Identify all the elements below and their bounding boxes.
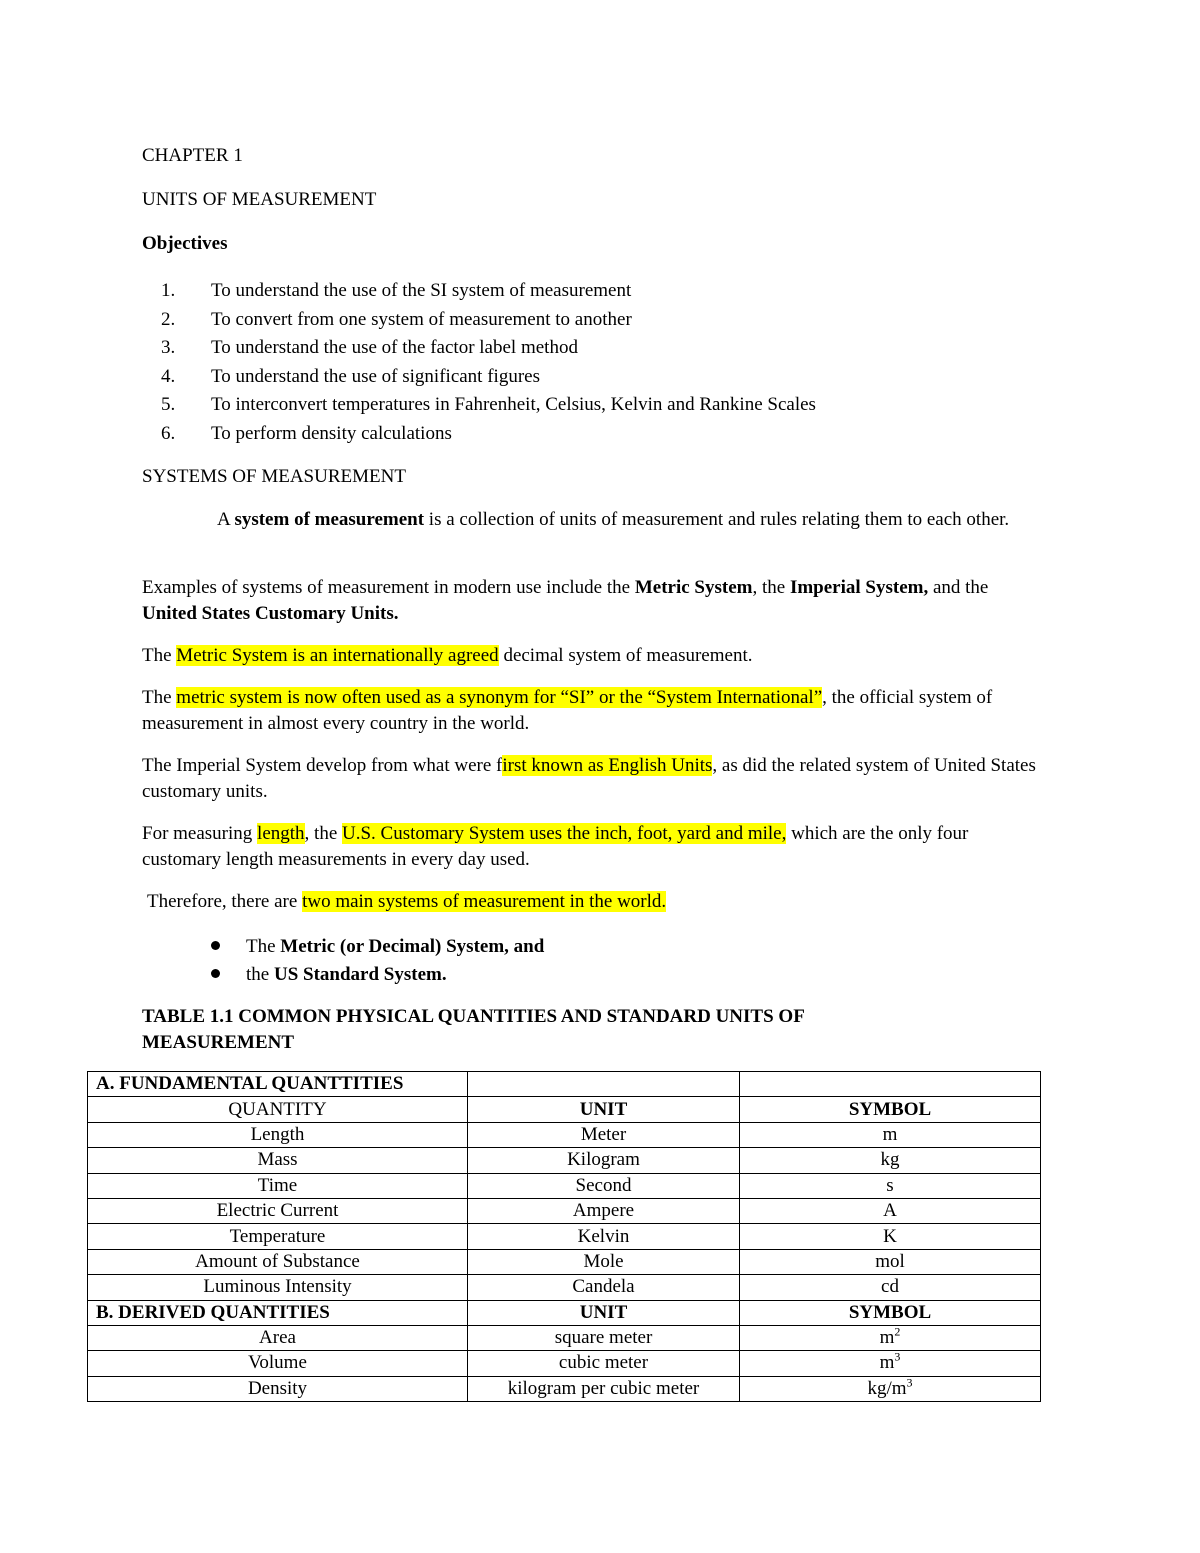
table-header-row xyxy=(88,1097,1041,1122)
units-table xyxy=(87,1071,1041,1402)
section-a-label: A. FUNDAMENTAL QUANTTITIES xyxy=(88,1072,468,1097)
table-row: Density kilogram per cubic meter $kg/m^3$ xyxy=(88,1376,1041,1401)
table-caption: TABLE 1.1 COMMON PHYSICAL QUANTITIES AND STANDARD UNITS OF MEASUREMENT xyxy=(142,1006,805,1053)
chapter-title: UNITS OF MEASUREMENT xyxy=(142,189,377,210)
paragraph-length: For measuring length, the U.S. Customary System uses the inch, foot, yard and mile, which are the only four customary length measurements in every day used. xyxy=(142,823,969,870)
systems-heading: SYSTEMS OF MEASUREMENT xyxy=(142,466,406,487)
column-header: UNIT xyxy=(468,1300,740,1325)
chapter-label: CHAPTER 1 xyxy=(142,145,243,166)
table-row: Temperature Kelvin K xyxy=(88,1224,1041,1249)
list-item: 3. To understand the use of the factor label method xyxy=(161,337,578,359)
list-item: 4. To understand the use of significant figures xyxy=(161,365,540,387)
bullet-icon xyxy=(211,969,220,978)
list-item: 6. To perform density calculations xyxy=(161,422,452,444)
objectives-heading: Objectives xyxy=(142,233,228,254)
list-item: The Metric (or Decimal) System, and xyxy=(211,933,544,961)
paragraph-two-systems: Therefore, there are two main systems of measurement in the world. xyxy=(147,891,667,912)
table-row: Length Meter m xyxy=(88,1122,1041,1147)
table-section-row xyxy=(88,1300,1041,1325)
paragraph-si: The metric system is now often used as a synonym for “SI” or the “System International”, the official system of measurement in almost every country in the world. xyxy=(142,687,993,734)
paragraph-imperial: The Imperial System develop from what were first known as English Units, as did the related system of United States customary units. xyxy=(142,755,1036,802)
list-item: 1. To understand the use of the SI system of measurement xyxy=(161,280,632,301)
table-row: Volume cubic meter $m^3$ xyxy=(88,1351,1041,1376)
paragraph-examples: Examples of systems of measurement in modern use include the Metric System, the Imperial System, and the United States Customary Units. xyxy=(142,577,989,624)
objectives-list xyxy=(142,277,816,449)
paragraph-definition: A system of measurement is a collection of units of measurement and rules relating them to each other. xyxy=(217,509,1010,530)
list-item: 5. To interconvert temperatures in Fahrenheit, Celsius, Kelvin and Rankine Scales xyxy=(161,394,816,416)
paragraph-metric: The Metric System is an internationally agreed decimal system of measurement. xyxy=(142,645,753,666)
column-header: UNIT xyxy=(468,1097,740,1122)
column-header: QUANTITY xyxy=(88,1097,468,1122)
list-item: the US Standard System. xyxy=(211,961,544,989)
table-row: Luminous Intensity Candela cd xyxy=(88,1275,1041,1300)
systems-bullet-list xyxy=(211,933,544,989)
table-section-row xyxy=(88,1072,1041,1097)
table-row: Area square meter $m^2$ xyxy=(88,1325,1041,1350)
column-header: SYMBOL xyxy=(740,1097,1041,1122)
column-header: SYMBOL xyxy=(740,1300,1041,1325)
table-row: Time Second s xyxy=(88,1173,1041,1198)
table-row: Mass Kilogram kg xyxy=(88,1148,1041,1173)
table-row: Amount of Substance Mole mol xyxy=(88,1249,1041,1274)
table-row: Electric Current Ampere A xyxy=(88,1198,1041,1223)
section-b-label: B. DERIVED QUANTITIES xyxy=(88,1300,468,1325)
bullet-icon xyxy=(211,941,220,950)
list-item: 2. To convert from one system of measurement to another xyxy=(161,308,632,330)
